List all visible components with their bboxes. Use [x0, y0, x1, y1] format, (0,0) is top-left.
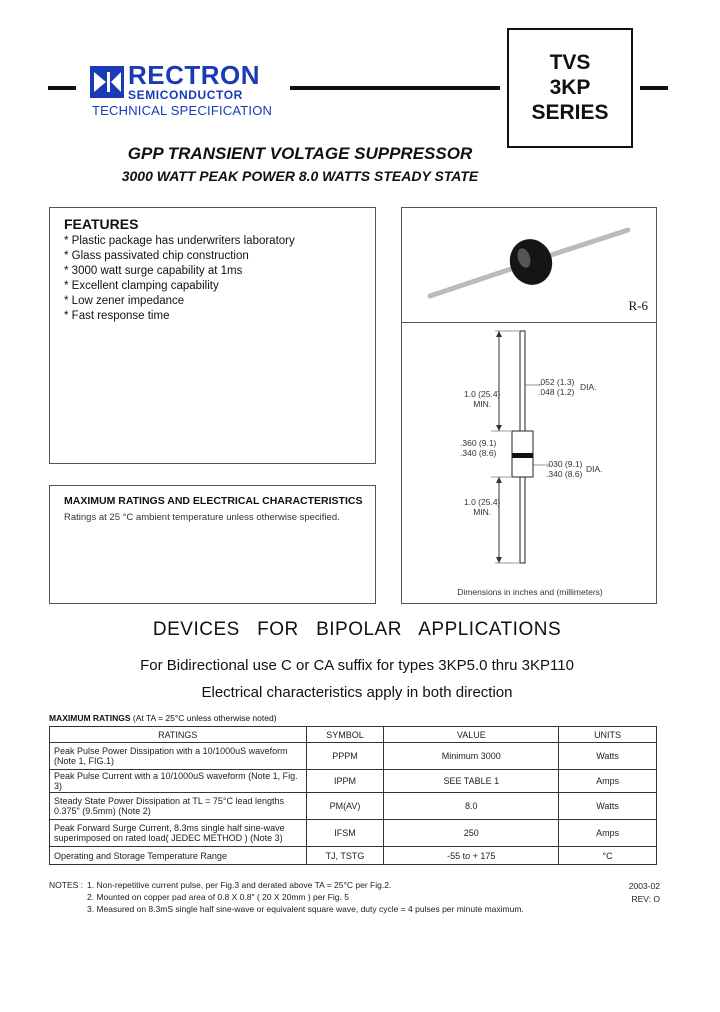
document-revision: REV: O [631, 894, 660, 904]
features-heading: FEATURES [64, 216, 139, 232]
header-rule-left [48, 86, 76, 90]
series-line-2: 3KP [549, 76, 591, 99]
bottom-lead-length-dim: 1.0 (25.4) MIN. [464, 497, 501, 517]
rectron-logo-icon [90, 66, 124, 98]
list-item: * Glass passivated chip construction [64, 250, 249, 262]
header-rule-mid [290, 86, 500, 90]
dimension-drawing-icon [402, 323, 658, 605]
bipolar-headline: DEVICES FOR BIPOLAR APPLICATIONS [152, 619, 562, 640]
lead-diameter-label: DIA. [580, 382, 597, 392]
bidirectional-note: For Bidirectional use C or CA suffix for types 3KP5.0 thru 3KP110 [140, 657, 574, 674]
header-rule-right [640, 86, 668, 90]
max-ratings-panel [49, 485, 376, 604]
list-item: * Plastic package has underwriters laboratory [64, 235, 295, 247]
brand-subtitle: SEMICONDUCTOR [128, 88, 243, 102]
package-label: R-6 [628, 298, 648, 313]
note-item: 2. Mounted on copper pad area of 0.8 X 0.8" ( 20 X 20mm ) per Fig. 5 [87, 892, 349, 902]
characteristics-note: Electrical characteristics apply in both direction [201, 684, 513, 701]
ratings-table [49, 726, 657, 865]
dimension-drawing-panel [401, 322, 657, 604]
body-diameter-label: DIA. [586, 464, 603, 474]
header-symbol: SYMBOL [306, 727, 384, 743]
table-row: Peak Pulse Current with a 10/1000uS waveform (Note 1, Fig. 3) IPPM SEE TABLE 1 Amps [50, 770, 657, 793]
list-item: * Excellent clamping capability [64, 280, 219, 292]
dimension-caption: Dimensions in inches and (millimeters) [457, 587, 603, 597]
header-units: UNITS [559, 727, 657, 743]
body-diameter-dim: .030 (9.1) .340 (8.6) [546, 459, 583, 479]
document-date: 2003-02 [628, 881, 660, 891]
list-item: * 3000 watt surge capability at 1ms [64, 265, 243, 277]
list-item: * Fast response time [64, 310, 170, 322]
table-row: Steady State Power Dissipation at TL = 75°C lead lengths 0.375" (9.5mm) (Note 2) PM(AV) 8.0 Watts [50, 793, 657, 820]
features-panel [49, 207, 376, 464]
features-list [64, 234, 295, 324]
max-ratings-subtext: Ratings at 25 °C ambient temperature unless otherwise specified. [64, 512, 340, 523]
header-value: VALUE [384, 727, 559, 743]
table-header-row [50, 727, 657, 743]
body-length-dim: .360 (9.1) .340 (8.6) [460, 438, 497, 458]
series-line-3: SERIES [531, 101, 609, 124]
header-ratings: RATINGS [50, 727, 307, 743]
brand-name: RECTRON [128, 60, 261, 90]
series-line-1: TVS [549, 51, 591, 74]
lead-diameter-dim: .052 (1.3) .048 (1.2) [538, 377, 575, 397]
package-image-panel [401, 207, 657, 323]
list-item: * Low zener impedance [64, 295, 185, 307]
notes-list [87, 879, 567, 915]
notes-label: NOTES : [49, 880, 84, 890]
technical-specification-label: TECHNICAL SPECIFICATION [92, 103, 273, 118]
note-item: 3. Measured on 8.3mS single half sine-wave or equivalent square wave, duty cycle = 4 pulses per minute maximum. [87, 904, 524, 914]
note-item: 1. Non-repetitive current pulse, per Fig.3 and derated above TA = 25°C per Fig.2. [87, 880, 392, 890]
max-ratings-heading: MAXIMUM RATINGS AND ELECTRICAL CHARACTERISTICS [64, 495, 363, 507]
table-row: Peak Forward Surge Current, 8.3ms single half sine-wave superimposed on rated load( JEDEC METHOD ) (Note 3) IFSM 250 Amps [50, 820, 657, 847]
diode-photo-icon [402, 208, 658, 324]
ratings-caption: MAXIMUM RATINGS (At TA = 25°C unless otherwise noted) [49, 713, 277, 723]
main-title: GPP TRANSIENT VOLTAGE SUPPRESSOR [127, 144, 473, 163]
table-row: Operating and Storage Temperature Range TJ, TSTG -55 to + 175 °C [50, 847, 657, 865]
table-row: Peak Pulse Power Dissipation with a 10/1000uS waveform (Note 1, FIG.1) PPPM Minimum 3000 Watts [50, 743, 657, 770]
series-box [507, 28, 633, 148]
sub-title: 3000 WATT PEAK POWER 8.0 WATTS STEADY STATE [121, 168, 479, 184]
top-lead-length-dim: 1.0 (25.4) MIN. [464, 389, 501, 409]
